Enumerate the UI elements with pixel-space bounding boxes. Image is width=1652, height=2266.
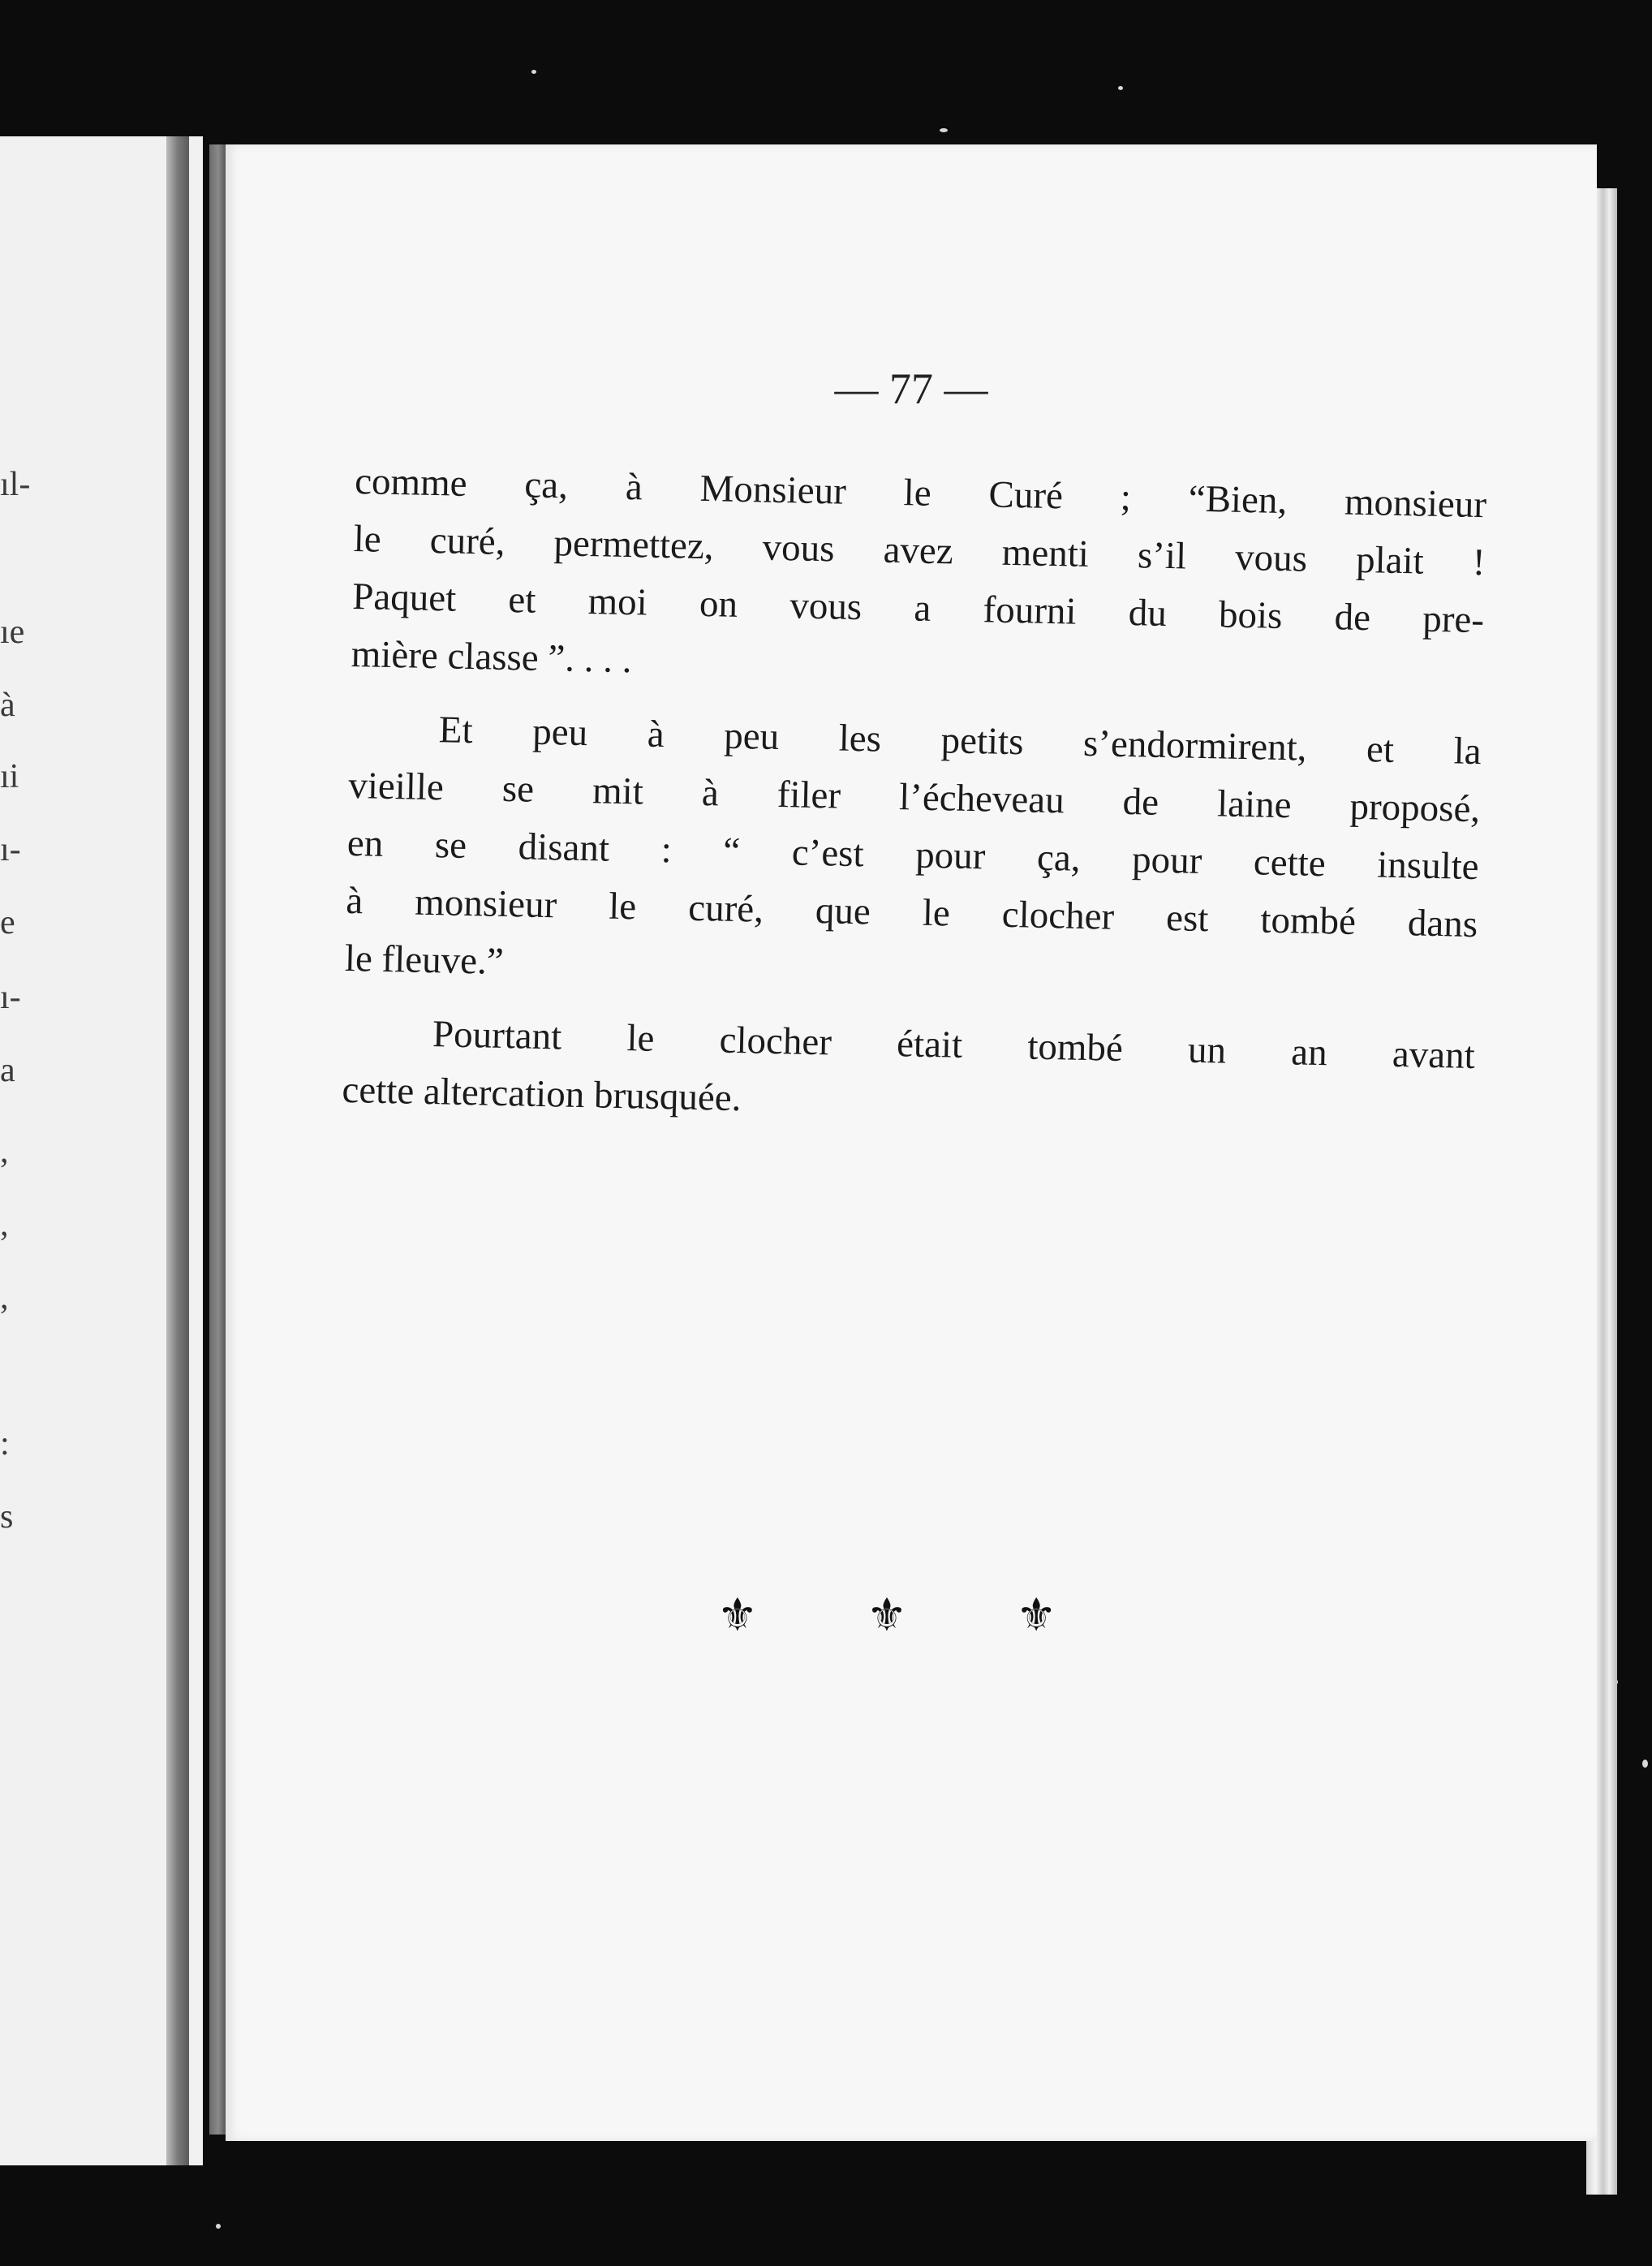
previous-page-fragment: a	[0, 1052, 15, 1089]
previous-page-fragment: s	[0, 1498, 14, 1536]
previous-page-fragment: :	[0, 1425, 10, 1463]
previous-page-fragment: ,	[0, 1133, 9, 1170]
text-line: le curé, permettez, vous avez menti s’il vous plait !	[353, 517, 1486, 584]
previous-page-fragment: e	[0, 904, 15, 941]
paragraph	[344, 700, 1482, 1011]
text-line: Paquet et moi on vous a fourni du bois de pre-	[351, 575, 1485, 642]
scan-speck	[531, 70, 536, 74]
scan-speck	[1118, 86, 1123, 90]
previous-page-fragment: ıl-	[0, 466, 31, 503]
page-text	[342, 453, 1487, 1143]
text-line: cette altercation brusquée.	[342, 1068, 742, 1120]
scan-speck	[1642, 1760, 1648, 1768]
text-line: comme ça, à Monsieur le Curé ; “Bien, monsieur	[354, 459, 1487, 527]
book-page	[226, 144, 1597, 2141]
fleur-de-lis-ornament: ⚜ ⚜ ⚜	[716, 1591, 1106, 1641]
previous-page-fragment: ıe	[0, 614, 25, 651]
previous-page-fragment: ,	[0, 1279, 9, 1316]
previous-page-fragment: à	[0, 687, 15, 724]
text-line: Pourtant le clocher était tombé un an avant	[432, 1013, 1476, 1078]
previous-page-fragment: ı-	[0, 979, 21, 1016]
text-line: en se disant : “ c’est pour ça, pour cette insulte	[346, 821, 1480, 889]
page-number: — 77 —	[834, 364, 988, 413]
binding-strip	[209, 144, 227, 2135]
paragraph	[351, 453, 1487, 707]
previous-page-fragment: ı-	[0, 831, 21, 868]
text-line: vieille se mit à filer l’écheveau de laine proposé,	[347, 764, 1481, 831]
text-line: Et peu à peu les petits s’endormirent, et la	[438, 709, 1482, 773]
previous-page-fragment: ,	[0, 1206, 9, 1243]
text-line: mière classe ”. . . .	[351, 632, 633, 682]
scan-speck	[216, 2224, 221, 2229]
book-gutter	[166, 136, 189, 2165]
scan-speck	[940, 128, 948, 132]
text-line: à monsieur le curé, que le clocher est tombé dans	[345, 879, 1478, 946]
paragraph	[342, 1004, 1476, 1143]
text-line: le fleuve.”	[344, 937, 505, 983]
previous-page-fragment: ıi	[0, 758, 19, 795]
